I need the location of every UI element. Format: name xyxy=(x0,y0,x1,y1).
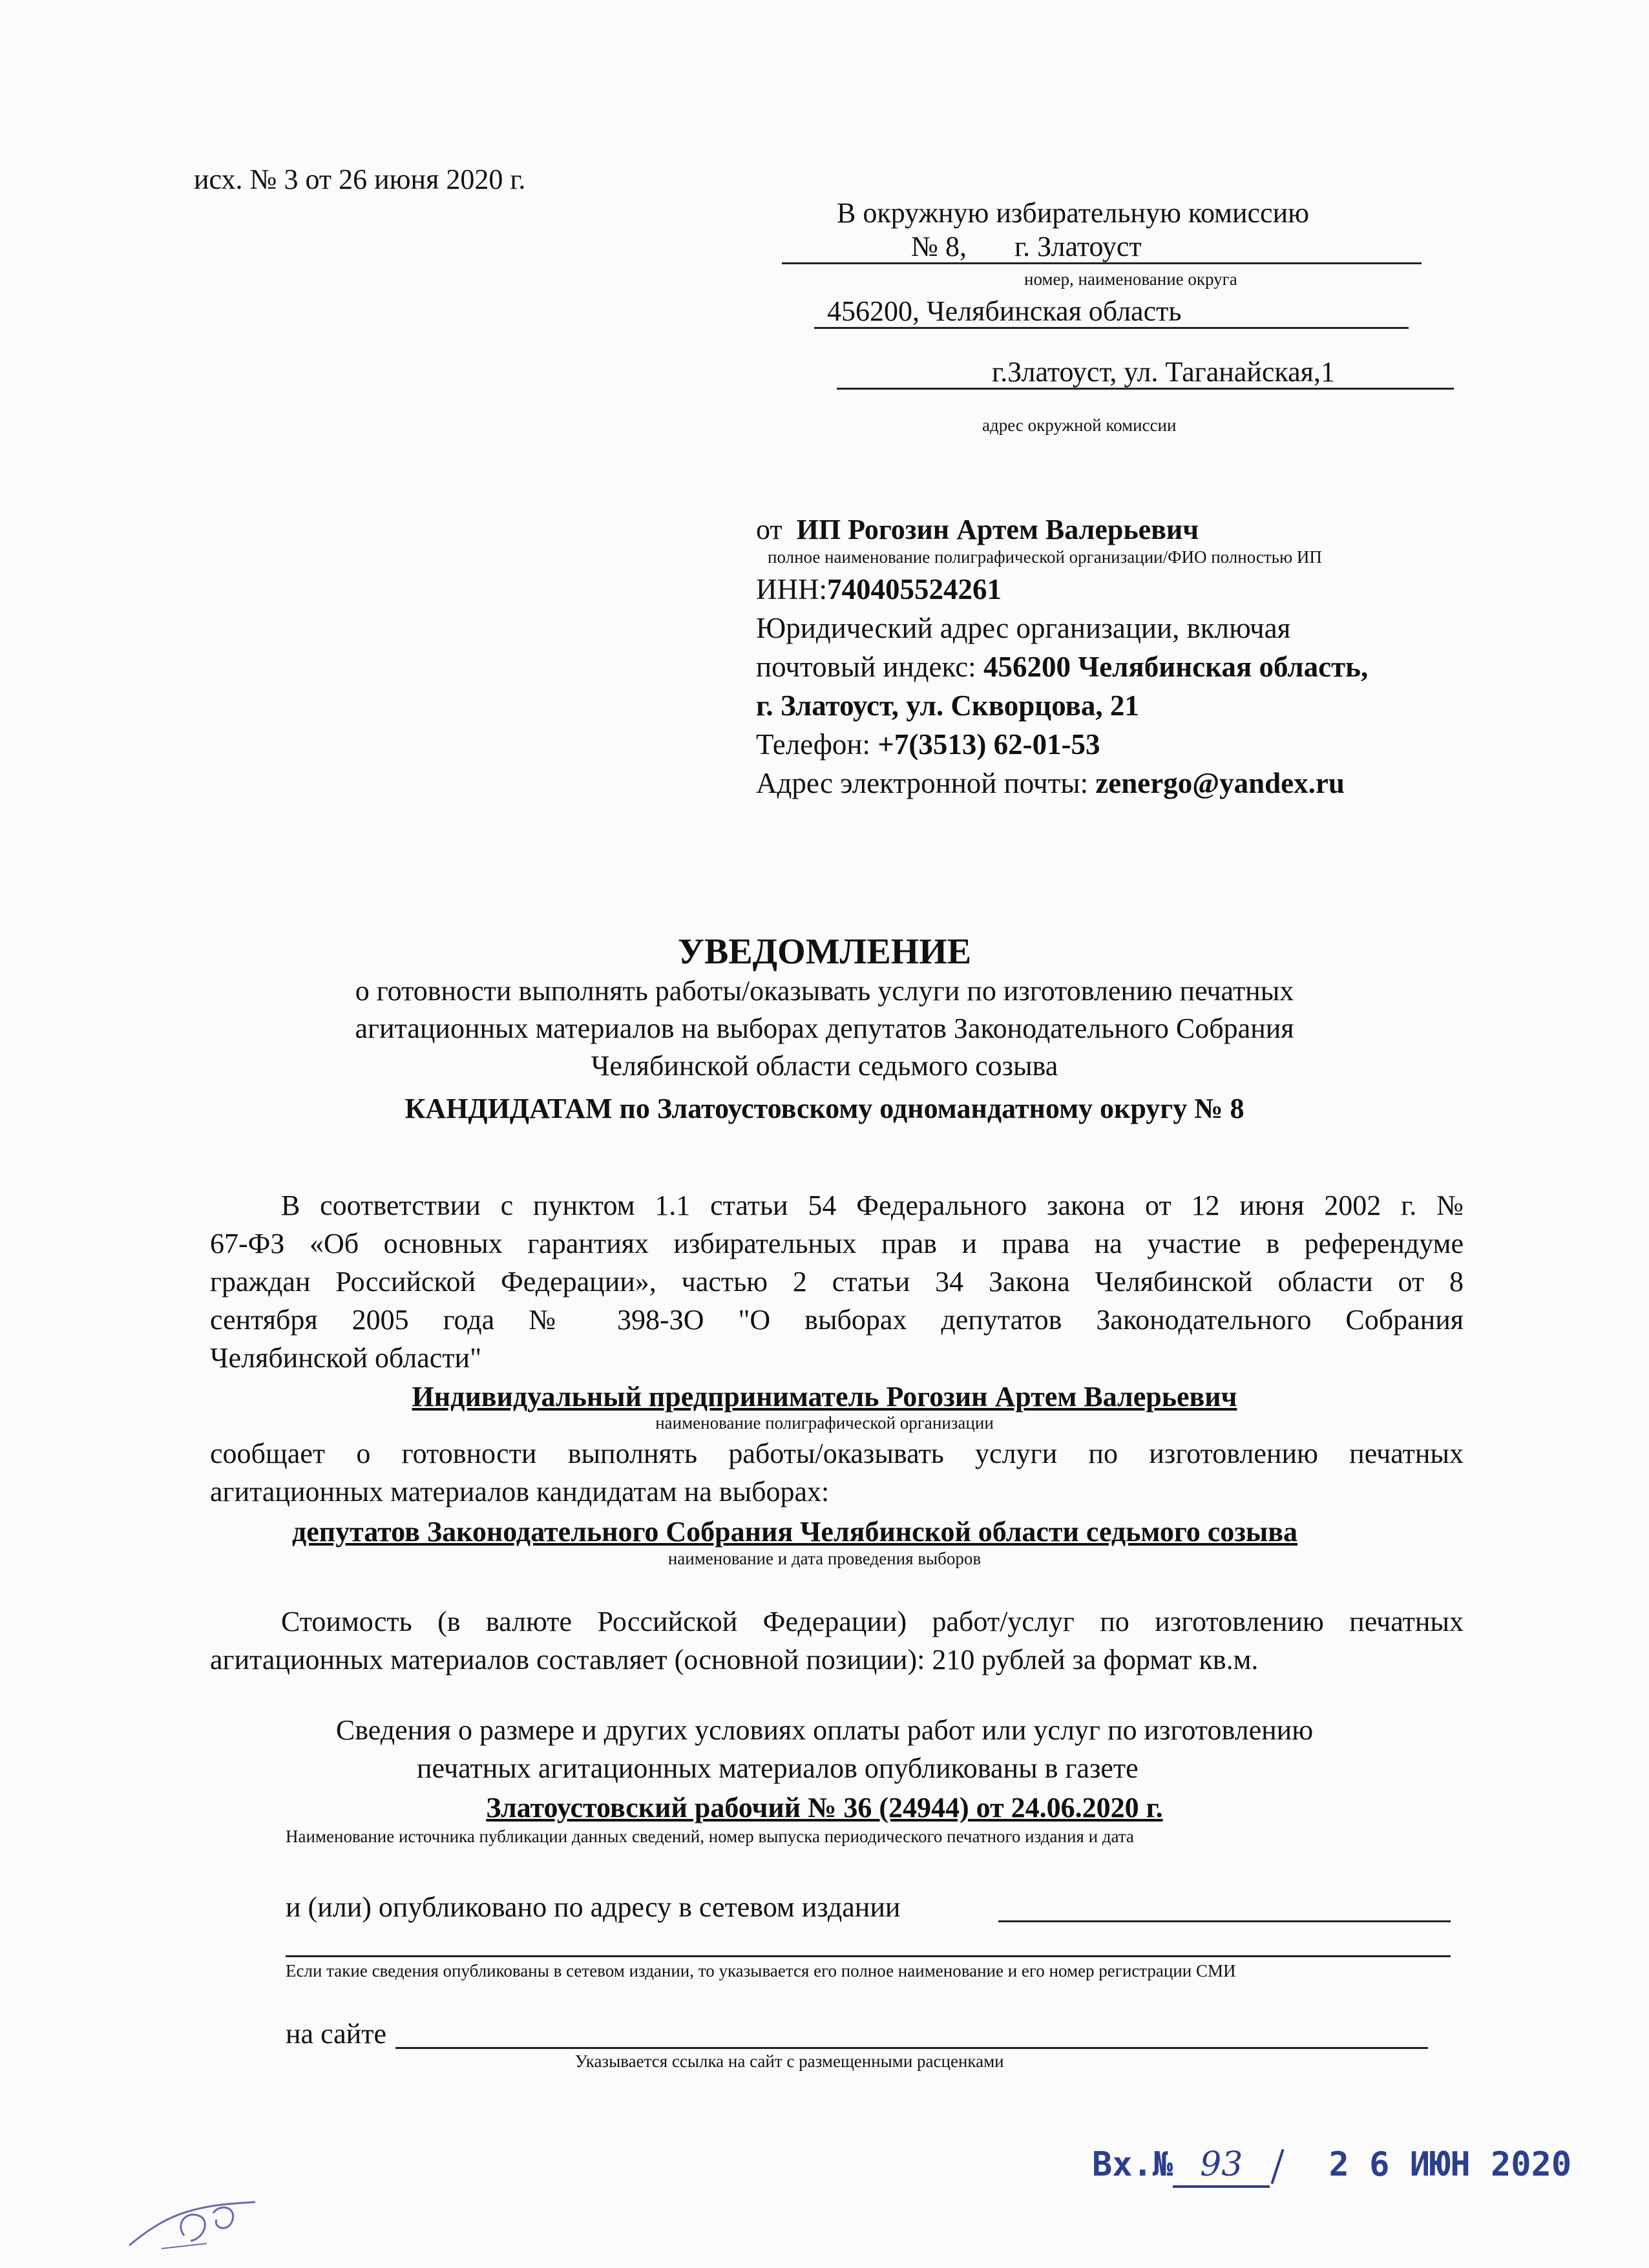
address-caption: адрес окружной комиссии xyxy=(982,415,1177,435)
sender-name: ИП Рогозин Артем Валерьевич xyxy=(796,514,1199,545)
paragraph-3-line-1: Стоимость (в валюте Российской Федерации) работ/услуг по изготовлению печатных xyxy=(281,1606,1464,1637)
email-value: zenergo@yandex.ru xyxy=(1095,767,1345,799)
paragraph-2-line-1: сообщает о готовности выполнять работы/оказывать услуги по изготовлению печатных xyxy=(210,1438,1464,1469)
online-full-line xyxy=(286,1955,1451,1957)
organization-caption: наименование полиграфической организации xyxy=(655,1413,994,1433)
election-caption: наименование и дата проведения выборов xyxy=(667,1549,982,1568)
stamp-date: 2 6 ИЮН 2020 xyxy=(1329,2145,1572,2184)
phone-row xyxy=(756,725,1100,764)
recipient-line: В окружную избирательную комиссию xyxy=(837,197,1310,229)
district-number: № 8, xyxy=(911,231,967,262)
legal-address-label: Юридический адрес организации, включая xyxy=(756,612,1291,644)
postal-label: почтовый индекс: xyxy=(756,651,976,683)
notice-line-2: агитационных материалов на выборах депутатов Законодательного Собрания xyxy=(355,1013,1294,1044)
recipient-address-2: г.Златоуст, ул. Таганайская,1 xyxy=(992,356,1335,388)
notice-line-4: КАНДИДАТАМ по Златоустовскому одномандатному округу № 8 xyxy=(404,1093,1245,1124)
inn-label: ИНН: xyxy=(756,573,827,605)
phone-value: +7(3513) 62-01-53 xyxy=(877,728,1100,761)
paragraph-2-line-2: агитационных материалов кандидатам на выборах: xyxy=(210,1476,830,1507)
district-caption: номер, наименование округа xyxy=(1024,269,1237,289)
outgoing-reference: исх. № 3 от 26 июня 2020 г. xyxy=(194,163,526,195)
inn-row xyxy=(756,570,1002,609)
notice-line-1: о готовности выполнять работы/оказывать услуги по изготовлению печатных xyxy=(355,975,1294,1007)
email-row xyxy=(756,764,1345,803)
phone-label: Телефон: xyxy=(756,728,870,761)
stamp-slash xyxy=(1270,2150,1308,2176)
paragraph-1-line-3: граждан Российской Федерации», частью 2 статьи 34 Закона Челябинской области от 8 xyxy=(210,1266,1464,1297)
online-blank-line xyxy=(998,1920,1451,1922)
incoming-stamp xyxy=(1092,2144,1571,2188)
site-label: на сайте xyxy=(286,2018,386,2050)
paragraph-1-line-2: 67-ФЗ «Об основных гарантиях избирательных прав и права на участие в референдуме xyxy=(210,1228,1464,1259)
newspaper-name: Златоустовский рабочий № 36 (24944) от 24.06.2020 г. xyxy=(486,1792,1163,1823)
postal-value: 456200 Челябинская область, xyxy=(983,651,1369,683)
paragraph-3-line-2: агитационных материалов составляет (основной позиции): 210 рублей за формат кв.м. xyxy=(210,1644,1259,1675)
handwritten-mark-icon xyxy=(123,2184,265,2255)
organization-name: Индивидуальный предприниматель Рогозин Артем Валерьевич xyxy=(412,1381,1237,1412)
site-blank-line xyxy=(395,2047,1428,2049)
online-caption: Если такие сведения опубликованы в сетевом издании, то указывается его полное наименование и его номер регистрации СМИ xyxy=(286,1961,1236,1980)
paragraph-1-line-5: Челябинской области" xyxy=(210,1342,482,1374)
inn-value: 740405524261 xyxy=(827,573,1002,605)
paragraph-4-line-1: Сведения о размере и других условиях оплаты работ или услуг по изготовлению xyxy=(335,1714,1314,1746)
paragraph-4-line-2: печатных агитационных материалов опубликованы в газете xyxy=(417,1752,1139,1784)
stamp-label: Вх.№ xyxy=(1092,2145,1173,2184)
notice-line-3: Челябинской области седьмого созыва xyxy=(591,1050,1058,1082)
paragraph-1-line-1: В соответствии с пунктом 1.1 статьи 54 Федерального закона от 12 июня 2002 г. № xyxy=(281,1190,1464,1221)
paragraph-1-line-4: сентября 2005 года № 398-ЗО "О выборах депутатов Законодательного Собрания xyxy=(210,1304,1464,1336)
stamp-number: 93 xyxy=(1173,2144,1270,2188)
election-name: депутатов Законодательного Собрания Челябинской области седьмого созыва xyxy=(292,1516,1298,1548)
newspaper-caption: Наименование источника публикации данных сведений, номер выпуска периодического печатного издания и дата xyxy=(286,1827,1134,1846)
online-label: и (или) опубликовано по адресу в сетевом издании xyxy=(286,1891,901,1923)
district-city: г. Златоуст xyxy=(1014,231,1142,262)
site-caption: Указывается ссылка на сайт с размещенными расценками xyxy=(575,2052,1004,2071)
postal-row xyxy=(756,647,1368,686)
notice-title: УВЕДОМЛЕНИЕ xyxy=(677,932,972,972)
sender-name-row xyxy=(756,512,1199,548)
address-continuation: г. Златоуст, ул. Скворцова, 21 xyxy=(756,689,1139,722)
recipient-address-1: 456200, Челябинская область xyxy=(827,295,1182,327)
from-prefix: от xyxy=(756,514,782,545)
sender-name-caption: полное наименование полиграфической организации/ФИО полностью ИП xyxy=(768,547,1322,567)
email-label: Адрес электронной почты: xyxy=(756,767,1089,799)
